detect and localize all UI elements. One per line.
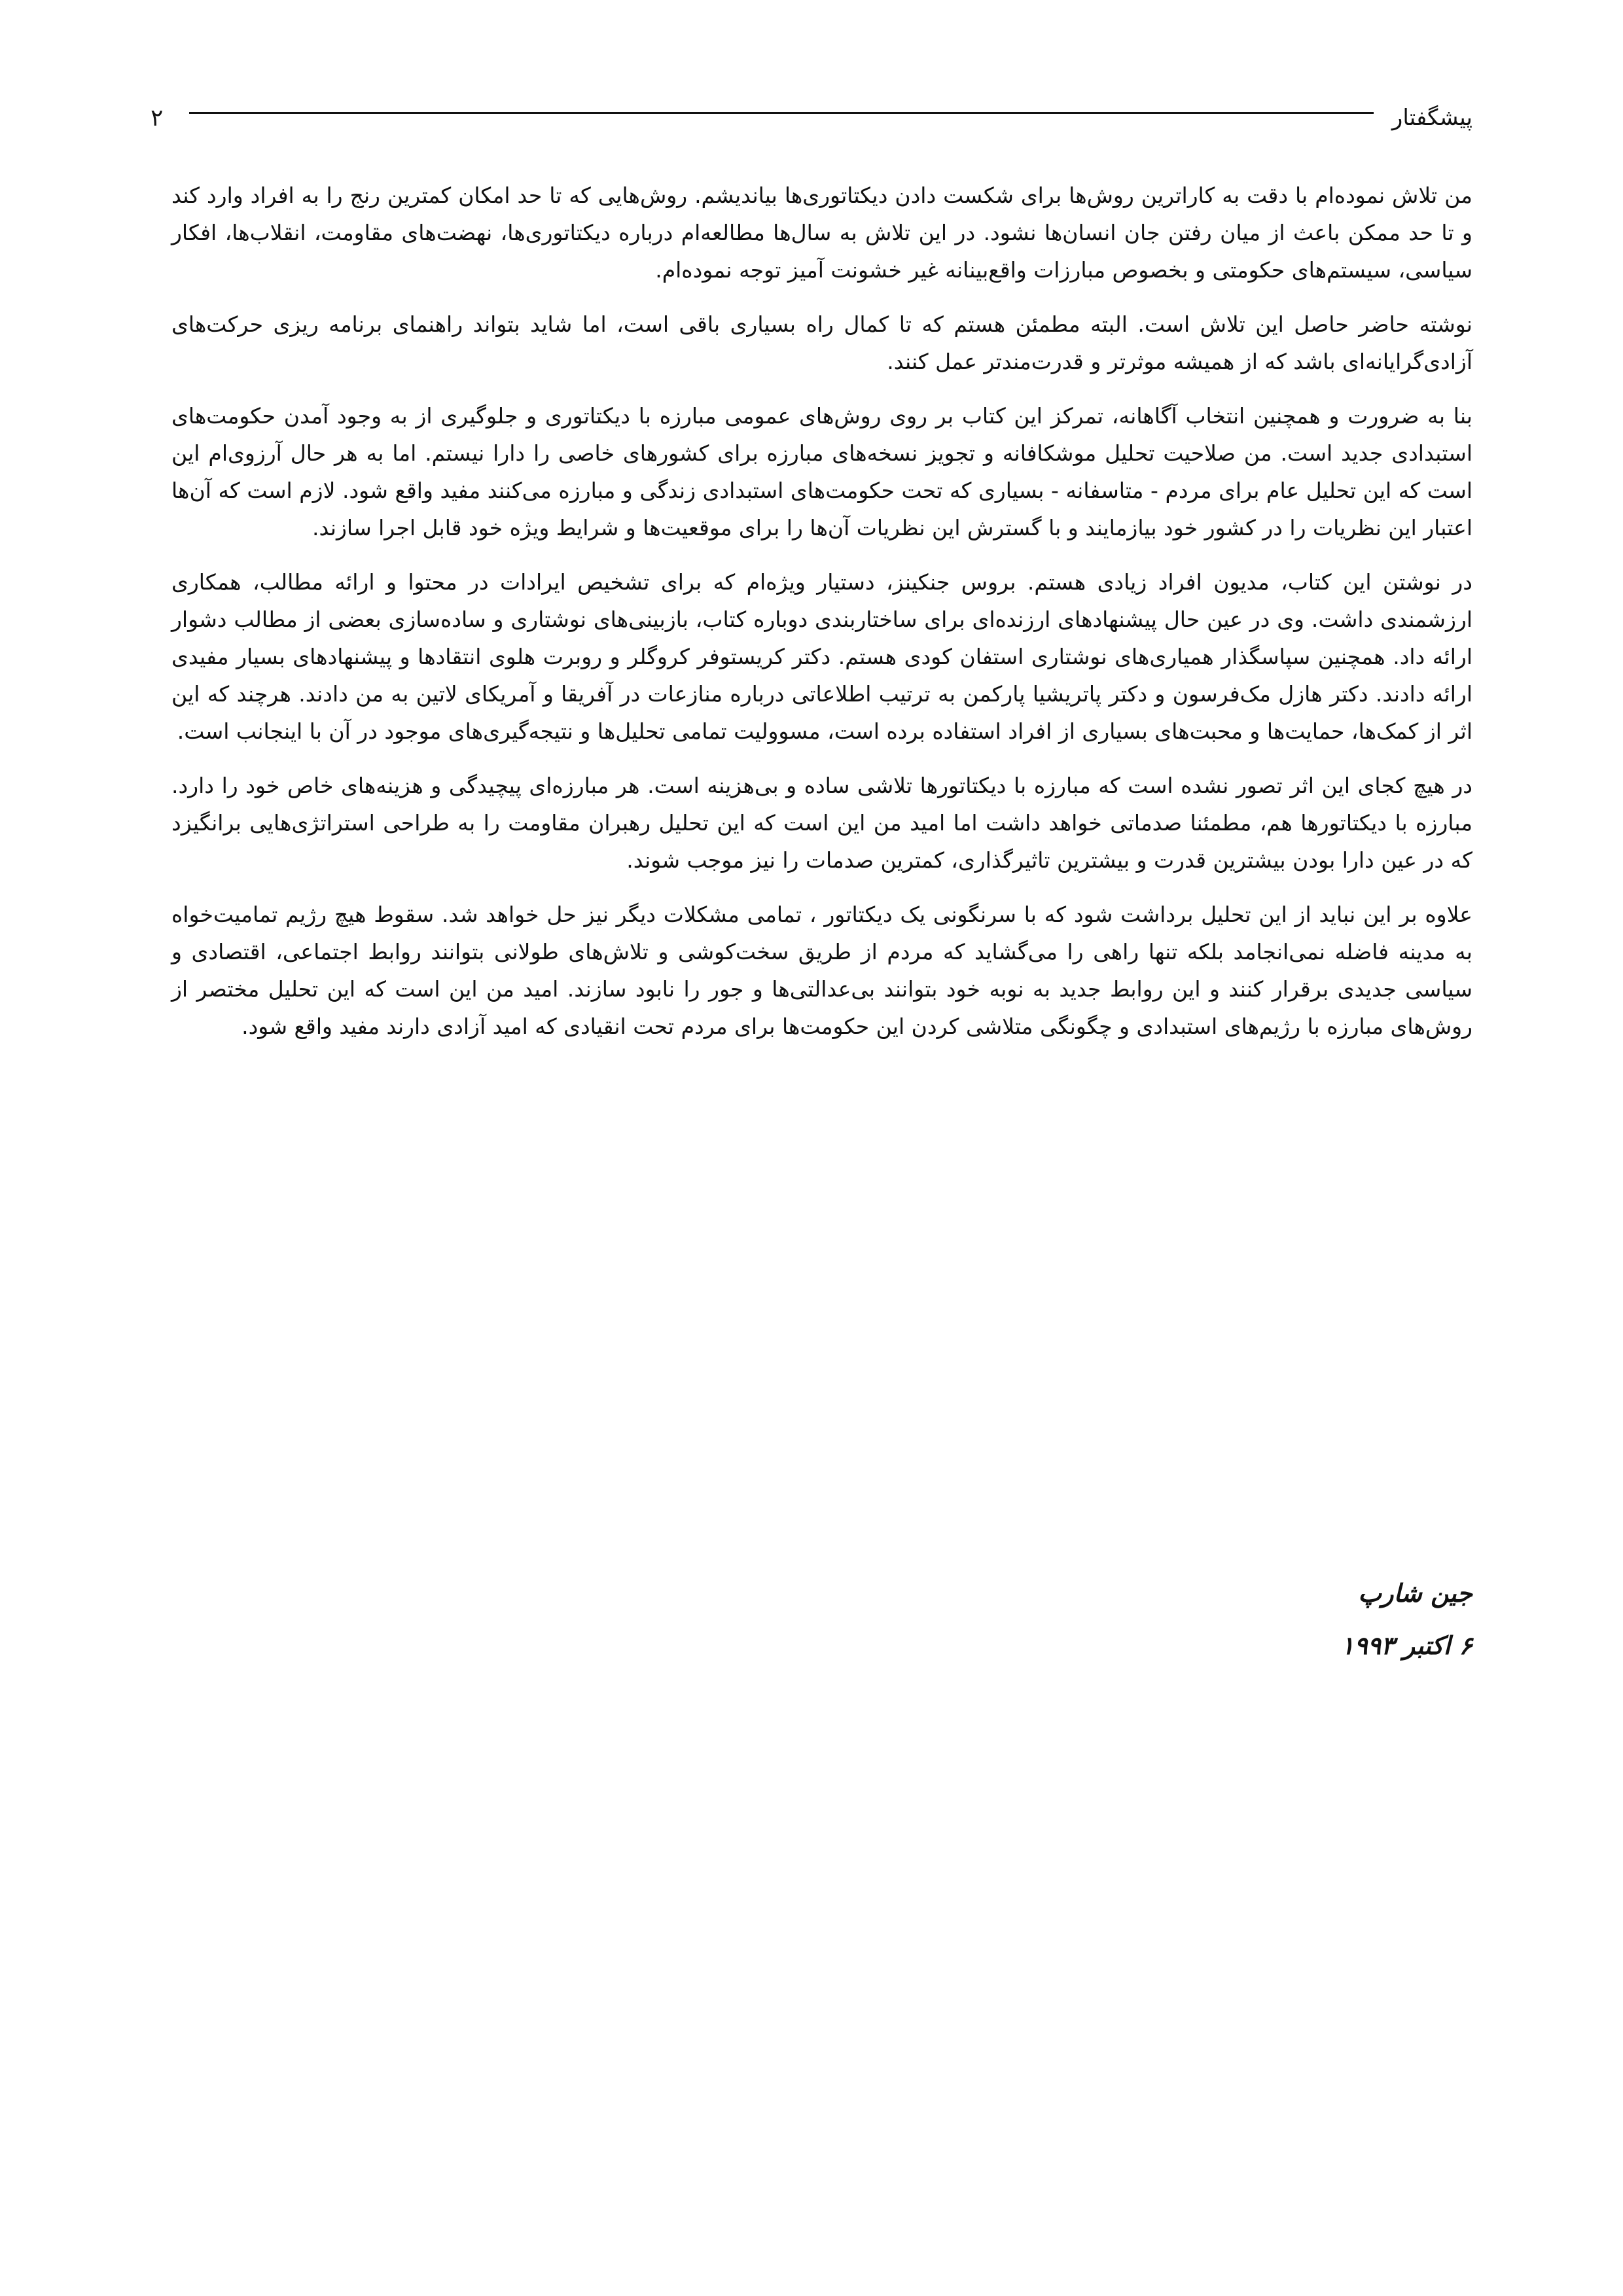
header-rule [189,112,1374,114]
page-header [151,98,1472,137]
body-text [171,177,1472,1062]
paragraph-4: در نوشتن این کتاب، مدیون افراد زیادی هستم. بروس جنکینز، دستیار ویژه‌ام که برای تشخیص ایرادات در محتوا و ارائه مطالب، همکاری ارزشمندی داشت. وی در عین حال پیشنهادهای ارزنده‌ای برای ساختاربندی دوباره کتاب، بازبینی‌های نوشتاری و ساده‌سازی بعضی از مطالب دشوار ارائه داد. همچنین سپاسگذار همیاری‌های نوشتاری استفان کودی هستم. دکتر کریستوفر کروگلر و روبرت هلوی انتقادها و پیشنهادهای بسیار مفیدی ارائه دادند. دکتر هازل مک‌فرسون و دکتر پاتریشیا پارکمن به ترتیب اطلاعاتی درباره منازعات در آفریقا و آمریکای لاتین به من دادند. هرچند که این اثر از کمک‌ها، حمایت‌ها و محبت‌های بسیاری از افراد استفاده برده است، مسوولیت تمامی تحلیل‌ها و نتیجه‌گیری‌های موجود در آن با اینجانب است. [171,569,1472,744]
paragraph-6: علاوه بر این نباید از این تحلیل برداشت شود که با سرنگونی یک دیکتاتور ، تمامی مشکلات دیگر نیز حل خواهد شد. سقوط هیچ رژیم تمامیت‌خواه به مدینه فاضله نمی‌انجامد بلکه تنها راهی را می‌گشاید که مردم از طریق سخت‌کوشی و تلاش‌های طولانی بتوانند روابط اجتماعی، اقتصادی و سیاسی جدیدی برقرار کنند و این روابط جدید به نوبه خود بتوانند بی‌عدالتی‌ها و جور را نابود سازند. امید من این است که این تحلیل مختصر از روش‌های مبارزه با رژیم‌های استبدادی و چگونگی متلاشی کردن این حکومت‌ها برای مردم تحت انقیادی که امید آزادی دارند مفید واقع شود. [171,902,1472,1039]
paragraph-2: نوشته حاضر حاصل این تلاش است. البته مطمئن هستم که تا کمال راه بسیاری باقی است، اما شاید بتواند راهنمای برنامه ریزی حرکت‌های آزادی‌گرایانه‌ای باشد که از همیشه موثرتر و قدرت‌مندتر عمل کنند. [171,311,1472,374]
signature-date: ۶ اکتبر ۱۹۹۳ [1340,1631,1472,1660]
signature-block [1341,1567,1472,1672]
paragraph-3: بنا به ضرورت و همچنین انتخاب آگاهانه، تمرکز این کتاب بر روی روش‌های عمومی مبارزه با دیکتاتوری و جلوگیری از به وجود آمدن حکومت‌های استبدادی جدید است. من صلاحیت تحلیل موشکافانه و تجویز نسخه‌های مبارزه برای کشورهای خاصی را دارا نیستم. اما به هر حال آرزوی‌ام این است که این تحلیل عام برای مردم - متاسفانه - بسیاری که تحت حکومت‌های استبدادی زندگی و مبارزه می‌کنند مفید واقع شود. لازم است که آن‌ها اعتبار این نظریات را در کشور خود بیازمایند و با گسترش این نظریات آن‌ها را برای موقعیت‌ها و شرایط ویژه خود قابل اجرا سازند. [171,403,1472,540]
paragraph-1: من تلاش نموده‌ام با دقت به کاراترین روش‌ها برای شکست دادن دیکتاتوری‌ها بیاندیشم. روش‌هایی که تا حد امکان کمترین رنج را به افراد وارد کند و تا حد ممکن باعث از میان رفتن جان انسان‌ها نشود. در این تلاش به سال‌ها مطالعه‌ام درباره دیکتاتوری‌ها، نهضت‌های مقاومت، انقلاب‌ها، افکار سیاسی، سیستم‌های حکومتی و بخصوص مبارزات واقع‌بینانه غیر خشونت آمیز توجه نموده‌ام. [171,183,1472,283]
author-name: جین شارپ [1358,1578,1472,1608]
page-number: ۲ [151,104,164,132]
chapter-title: پیشگفتار [1391,105,1472,131]
paragraph-5: در هیچ کجای این اثر تصور نشده است که مبارزه با دیکتاتورها تلاشی ساده و بی‌هزینه است. هر مبارزه‌ای پیچیدگی و هزینه‌های خاص خود را دارد. مبارزه با دیکتاتورها هم، مطمئنا صدماتی خواهد داشت اما امید من این است که این تحلیل رهبران مقاومت را به طراحی استراتژی‌هایی برانگیزد که در عین دارا بودن بیشترین قدرت و بیشترین تاثیرگذاری، کمترین صدمات را نیز موجب شوند. [171,773,1472,873]
